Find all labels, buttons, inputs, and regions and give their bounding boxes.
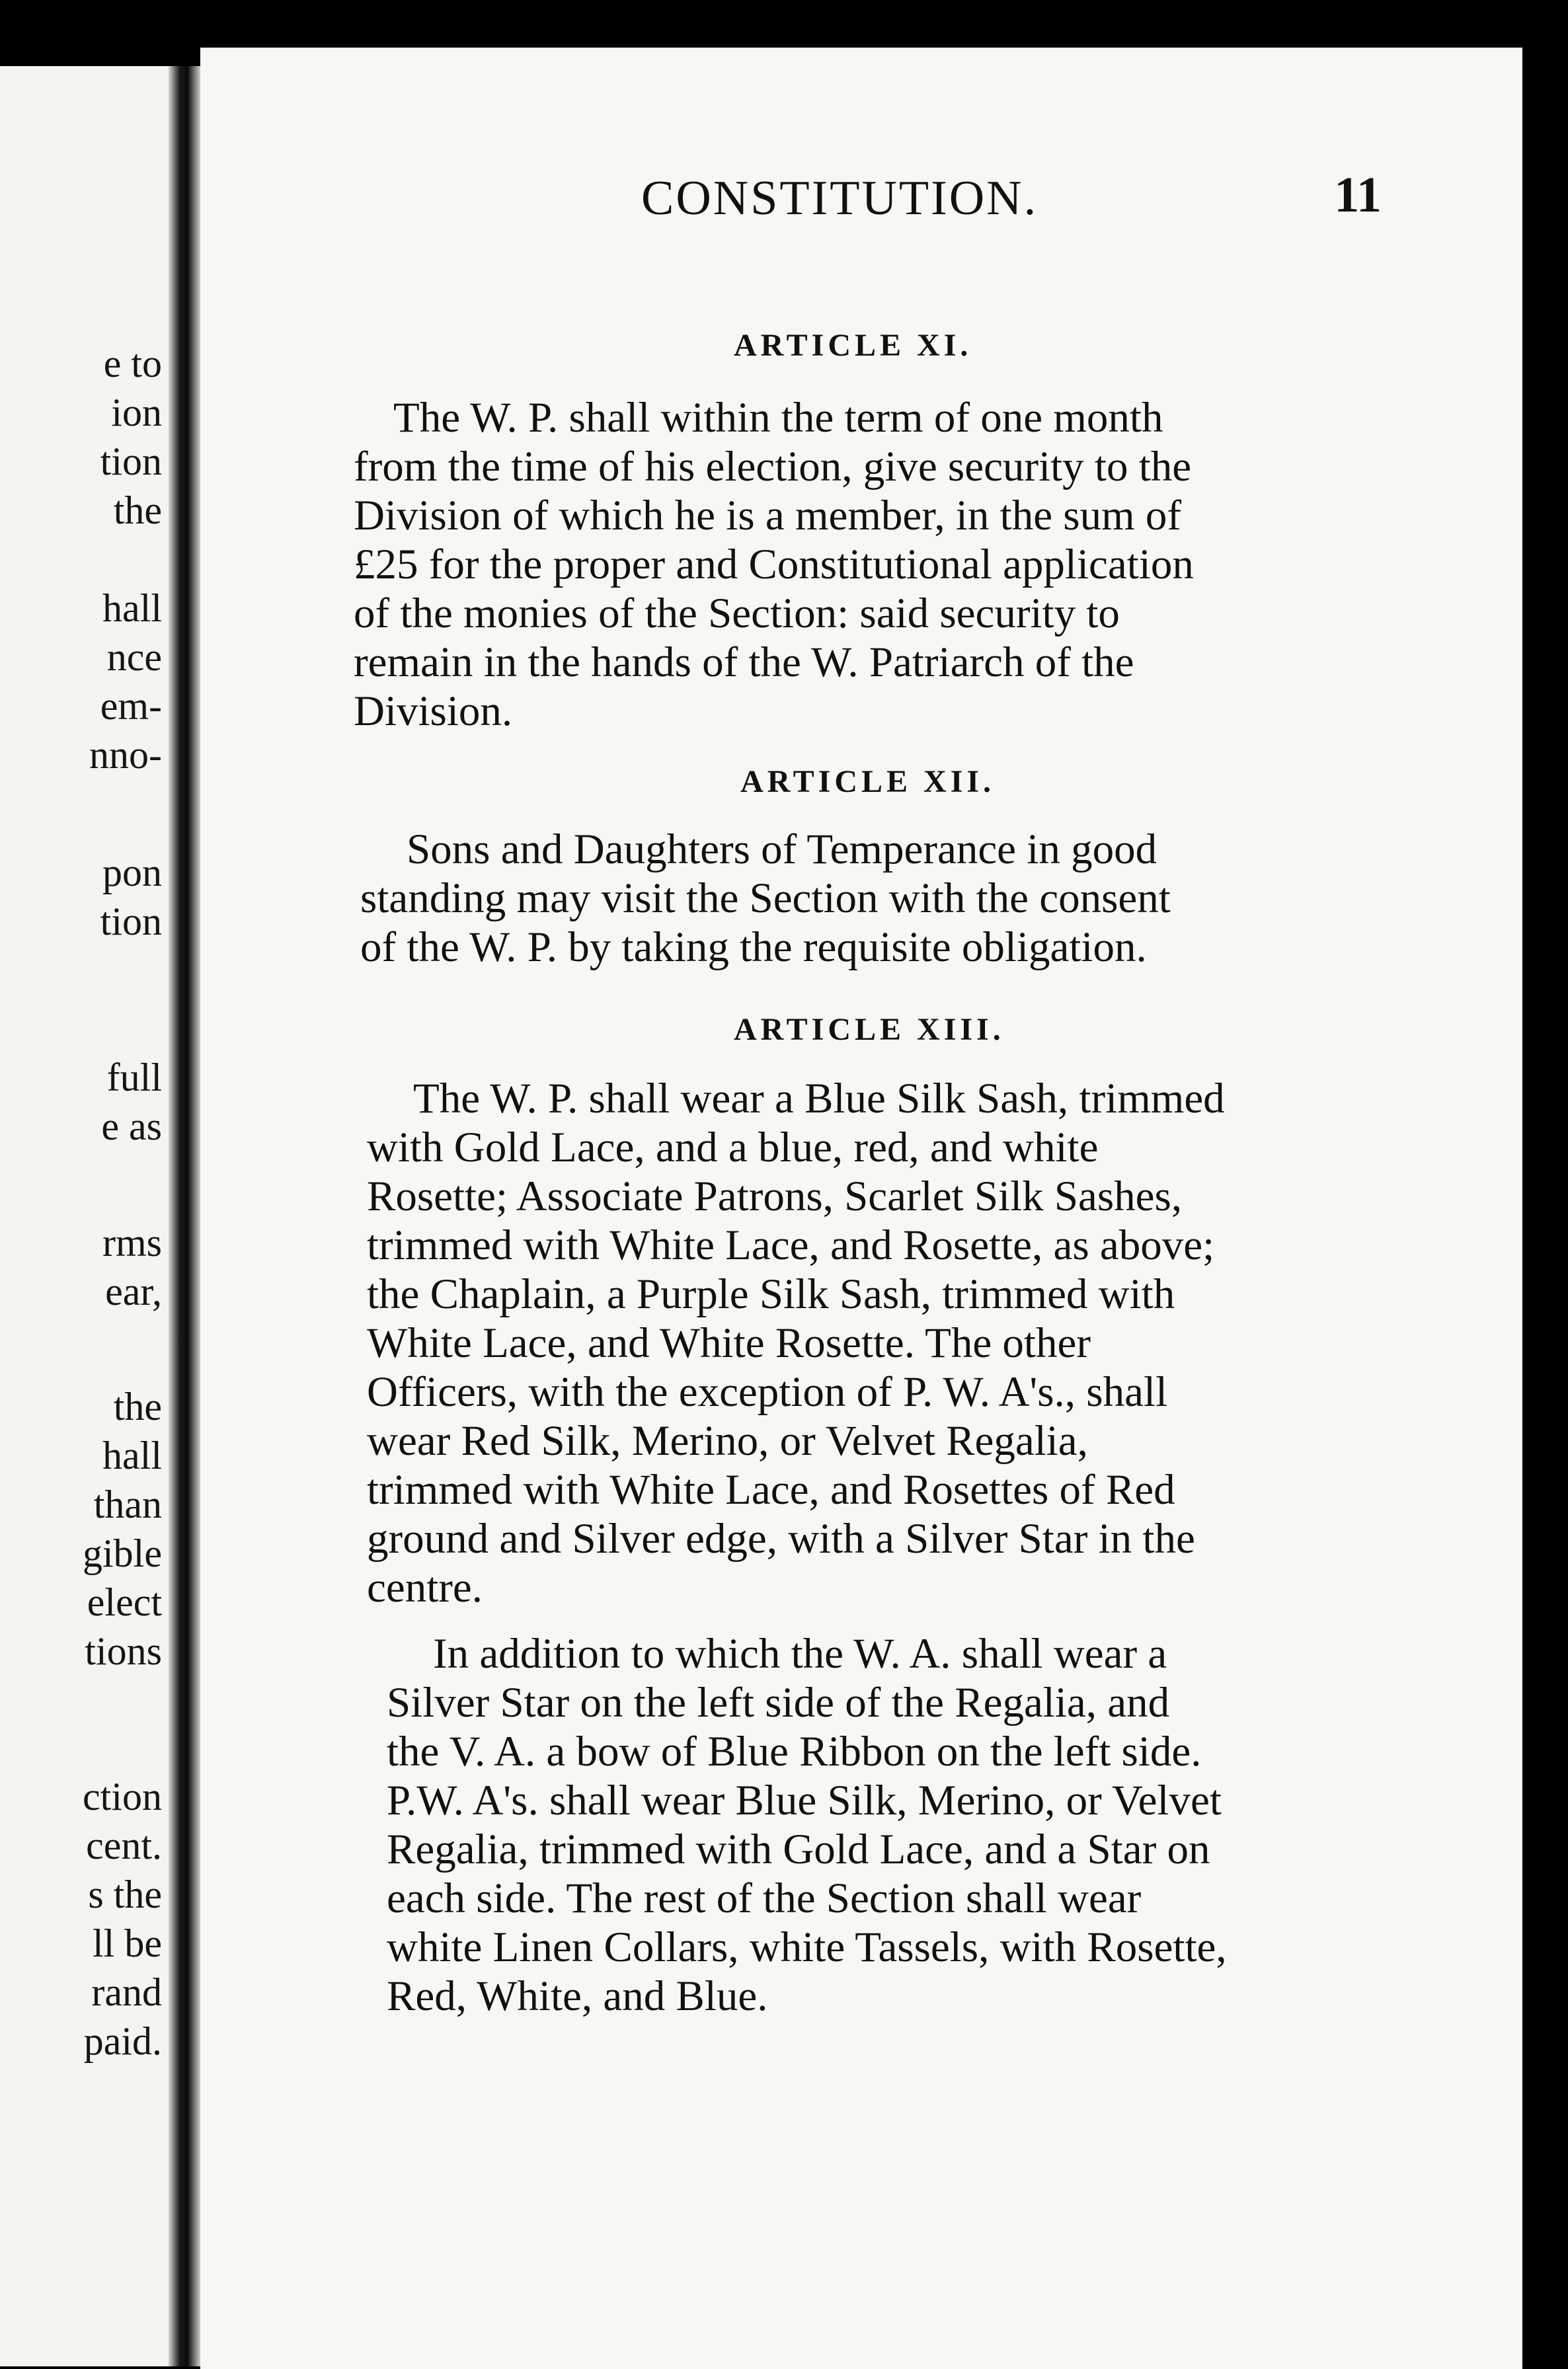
text-line: centre.: [367, 1564, 483, 1612]
left-page-line: s the: [88, 1873, 162, 1916]
text-line: trimmed with White Lace, and Rosette, as above;: [367, 1222, 1215, 1269]
text-line: with Gold Lace, and a blue, red, and white: [367, 1124, 1099, 1171]
text-line: Silver Star on the left side of the Regalia, and: [387, 1679, 1170, 1727]
text-line: Regalia, trimmed with Gold Lace, and a Star on: [387, 1826, 1210, 1873]
left-page-line: the: [113, 488, 162, 532]
left-page-line: pon: [102, 851, 162, 894]
text-line: remain in the hands of the W. Patriarch of the: [354, 639, 1134, 686]
text-line: The W. P. shall within the term of one month: [393, 394, 1163, 442]
left-page-line: cent.: [86, 1824, 162, 1867]
running-title: CONSTITUTION.: [641, 171, 1039, 225]
text-line: of the W. P. by taking the requisite obligation.: [360, 923, 1147, 971]
text-line: Red, White, and Blue.: [387, 1972, 768, 2020]
text-line: P.W. A's. shall wear Blue Silk, Merino, or Velvet: [387, 1777, 1222, 1824]
text-line: ground and Silver edge, with a Silver Star in the: [367, 1515, 1195, 1563]
text-line: from the time of his election, give security to the: [354, 443, 1192, 490]
left-page-line: paid.: [83, 2019, 162, 2063]
article-heading: ARTICLE XII.: [740, 764, 996, 799]
book-gutter: [169, 66, 200, 2366]
left-page-line: ll be: [93, 1922, 162, 1965]
text-line: wear Red Silk, Merino, or Velvet Regalia,: [367, 1417, 1088, 1465]
text-line: white Linen Collars, white Tassels, with Rosette,: [387, 1923, 1227, 1971]
text-line: Rosette; Associate Patrons, Scarlet Silk Sashes,: [367, 1173, 1183, 1220]
left-page-line: hall: [102, 586, 162, 630]
left-page-line: gible: [83, 1532, 162, 1575]
left-page-line: rms: [102, 1221, 162, 1264]
text-line: the Chaplain, a Purple Silk Sash, trimmed with: [367, 1270, 1175, 1318]
text-line: Division of which he is a member, in the sum of: [354, 492, 1182, 539]
left-page-line: elect: [87, 1580, 162, 1624]
left-page-line: ction: [83, 1775, 162, 1818]
left-page-line: e to: [103, 342, 162, 385]
left-page-line: rand: [91, 1970, 162, 2014]
page-header: [450, 159, 1428, 238]
text-line: each side. The rest of the Section shall wear: [387, 1875, 1142, 1922]
left-page-line: ear,: [105, 1270, 162, 1313]
left-page-line: tion: [100, 900, 162, 943]
text-line: The W. P. shall wear a Blue Silk Sash, trimmed: [413, 1075, 1225, 1122]
left-page-line: than: [93, 1483, 162, 1526]
left-page-line: tions: [85, 1629, 162, 1673]
left-page-line: the: [113, 1385, 162, 1428]
left-page-line: nce: [106, 635, 162, 679]
text-line: standing may visit the Section with the consent: [360, 874, 1171, 922]
text-line: Officers, with the exception of P. W. A's., shall: [367, 1368, 1168, 1416]
left-page-line: tion: [100, 440, 162, 483]
article-heading: ARTICLE XI.: [734, 328, 972, 363]
left-page-line: nno-: [89, 733, 162, 777]
text-line: White Lace, and White Rosette. The other: [367, 1319, 1091, 1367]
left-page-line: e as: [101, 1105, 162, 1148]
text-line: Sons and Daughters of Temperance in good: [407, 826, 1157, 873]
text-line: the V. A. a bow of Blue Ribbon on the left side.: [387, 1728, 1202, 1775]
left-page-line: hall: [102, 1434, 162, 1477]
text-line: £25 for the proper and Constitutional application: [354, 541, 1194, 588]
text-line: of the monies of the Section: said security to: [354, 590, 1120, 637]
text-line: Division.: [354, 687, 513, 735]
text-line: In addition to which the W. A. shall wear a: [433, 1630, 1167, 1678]
left-page-fragment: [0, 66, 169, 2366]
article-heading: ARTICLE XIII.: [734, 1012, 1005, 1047]
text-line: trimmed with White Lace, and Rosettes of Red: [367, 1466, 1175, 1514]
left-page-line: ion: [111, 391, 162, 434]
page-number: 11: [1334, 167, 1382, 223]
left-page-line: full: [106, 1056, 162, 1099]
left-page-line: em-: [100, 684, 162, 728]
